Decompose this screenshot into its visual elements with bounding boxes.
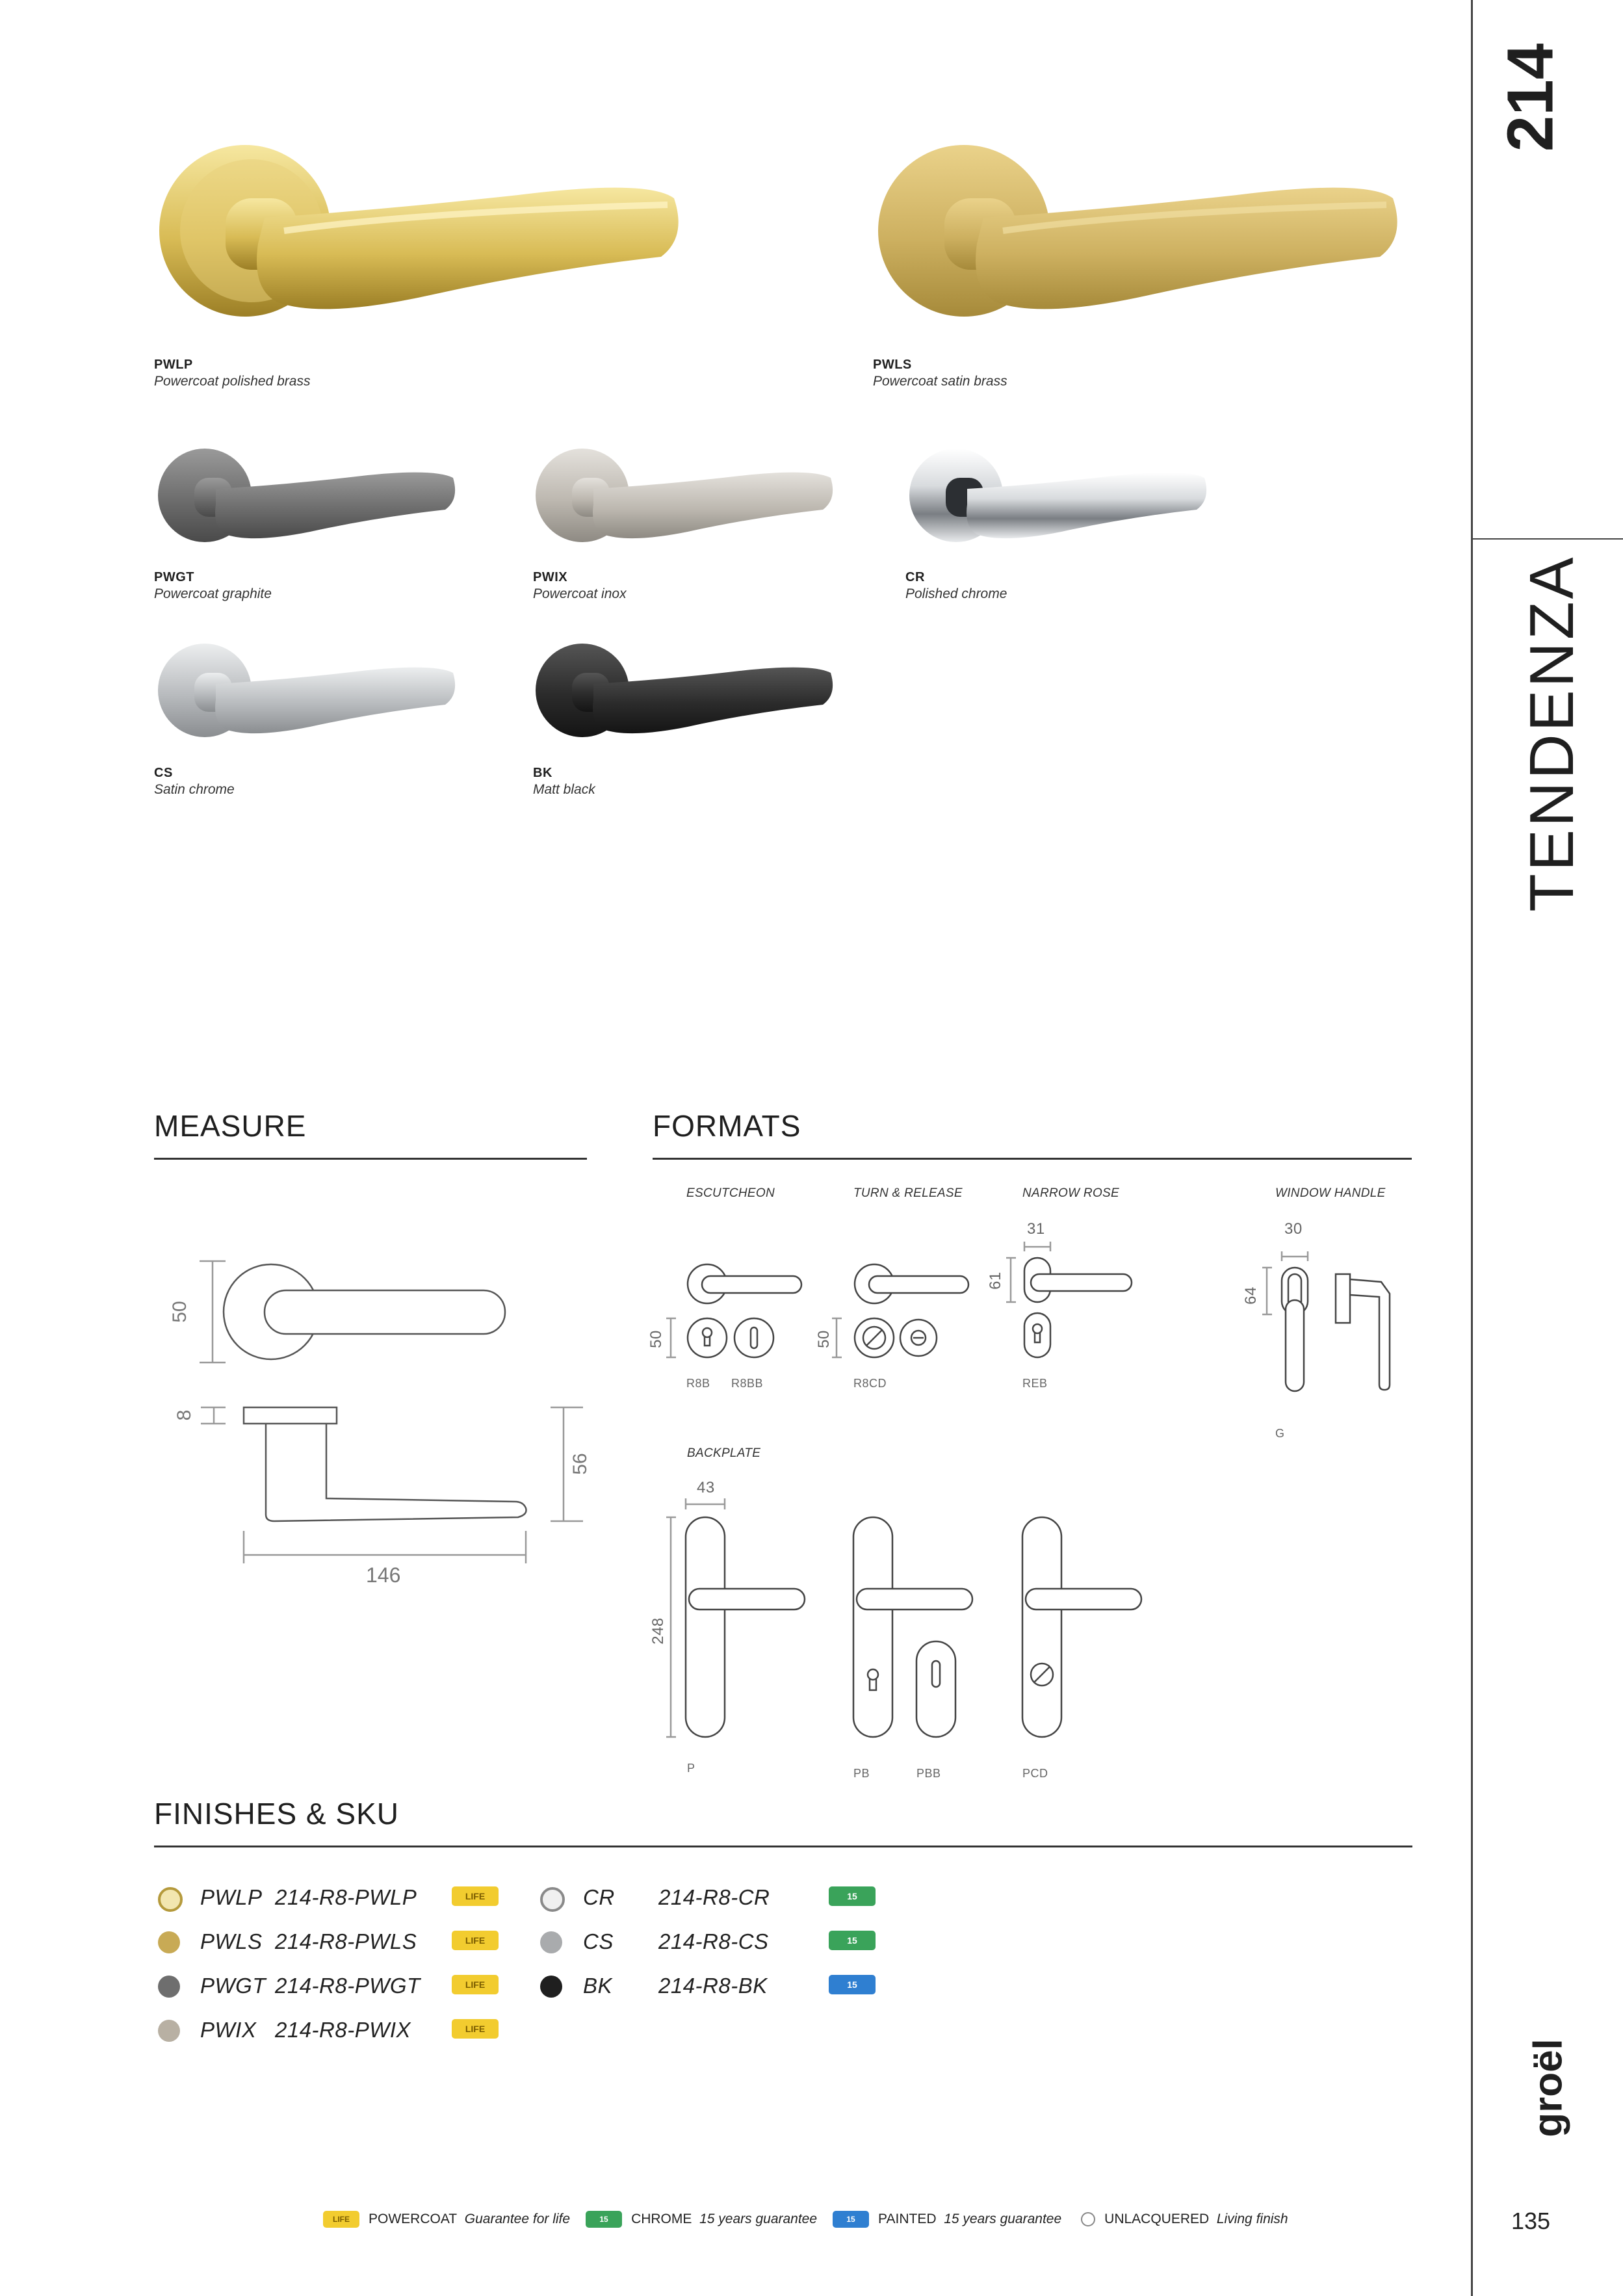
finish-sku-pwlp: 214-R8-PWLP xyxy=(275,1885,417,1909)
finish-code-bk: BK xyxy=(583,1974,613,1998)
product-code-cs: CS xyxy=(154,766,173,780)
narrow-rose-drawing xyxy=(988,1222,1144,1372)
finishes-title: FINISHES & SKU xyxy=(154,1797,399,1831)
finish-sku-bk: 214-R8-BK xyxy=(658,1974,768,1998)
backplate-code-pb: PB xyxy=(853,1767,870,1780)
finish-swatch-cs xyxy=(540,1931,562,1953)
product-code-pwls: PWLS xyxy=(873,358,912,372)
finishes-rule xyxy=(154,1846,1412,1847)
legend-chrome: CHROME 15 years guarantee xyxy=(631,2211,818,2226)
finish-sku-pwix: 214-R8-PWIX xyxy=(275,2018,411,2042)
escutcheon-drawing xyxy=(650,1248,819,1365)
backplate-drawing xyxy=(650,1476,1170,1749)
life-tag-icon: LIFE xyxy=(452,2019,499,2039)
finish-sku-cr: 214-R8-CR xyxy=(658,1885,770,1909)
painted-guarantee-tag-icon: 15 xyxy=(829,1975,876,1994)
product-code-bk: BK xyxy=(533,766,552,780)
finish-code-pwgt: PWGT xyxy=(200,1974,266,1998)
escutcheon-code-1: R8B xyxy=(686,1377,710,1390)
backplate-code-p: P xyxy=(687,1762,695,1775)
format-label-turn-release: TURN & RELEASE xyxy=(853,1186,963,1200)
product-image-cr xyxy=(905,442,1211,559)
turn-release-drawing xyxy=(816,1248,985,1365)
legend-unlacquered: UNLACQUERED Living finish xyxy=(1104,2211,1288,2226)
sidebar-divider xyxy=(1471,0,1473,2296)
legend-powercoat: POWERCOAT Guarantee for life xyxy=(369,2211,571,2226)
product-code-pwix: PWIX xyxy=(533,570,568,584)
measure-drawing xyxy=(154,1235,609,1599)
formats-title: FORMATS xyxy=(653,1109,801,1143)
finish-code-pwls: PWLS xyxy=(200,1929,263,1953)
product-image-pwix xyxy=(532,442,837,559)
window-handle-dim-w: 30 xyxy=(1284,1220,1303,1238)
product-image-pwlp xyxy=(154,133,687,348)
product-name-cs: Satin chrome xyxy=(154,782,235,797)
product-image-bk xyxy=(532,637,837,754)
sidebar-separator xyxy=(1473,538,1623,540)
finish-code-pwix: PWIX xyxy=(200,2018,257,2042)
escutcheon-code-2: R8BB xyxy=(731,1377,764,1390)
product-name-bk: Matt black xyxy=(533,782,595,797)
finish-swatch-pwls xyxy=(158,1931,180,1953)
product-image-pwgt xyxy=(154,442,460,559)
product-name-pwgt: Powercoat graphite xyxy=(154,586,272,601)
finish-swatch-pwlp xyxy=(158,1887,183,1912)
painted-guarantee-tag-icon: 15 xyxy=(833,2211,869,2228)
turn-release-code: R8CD xyxy=(853,1377,887,1390)
unlacquered-icon xyxy=(1081,2212,1095,2226)
life-tag-icon: LIFE xyxy=(452,1886,499,1906)
chrome-guarantee-tag-icon: 15 xyxy=(586,2211,622,2228)
window-handle-code: G xyxy=(1275,1427,1285,1440)
product-name-pwls: Powercoat satin brass xyxy=(873,374,1007,389)
backplate-code-pbb: PBB xyxy=(916,1767,941,1780)
product-code-pwlp: PWLP xyxy=(154,358,193,372)
finish-sku-pwls: 214-R8-PWLS xyxy=(275,1929,417,1953)
product-image-pwls xyxy=(873,133,1406,348)
life-tag-icon: LIFE xyxy=(452,1975,499,1994)
backplate-dim-w: 43 xyxy=(697,1479,715,1496)
dim-length-label: 146 xyxy=(366,1563,401,1587)
product-code-cr: CR xyxy=(905,570,925,584)
measure-rule xyxy=(154,1158,587,1160)
page-number: 135 xyxy=(1511,2208,1551,2234)
legend-painted: PAINTED 15 years guarantee xyxy=(878,2211,1062,2226)
product-name-pwlp: Powercoat polished brass xyxy=(154,374,311,389)
chrome-guarantee-tag-icon: 15 xyxy=(829,1886,876,1906)
finish-swatch-pwgt xyxy=(158,1976,180,1998)
narrow-rose-code: REB xyxy=(1022,1377,1048,1390)
formats-rule xyxy=(653,1158,1412,1160)
backplate-code-pcd: PCD xyxy=(1022,1767,1048,1780)
format-label-narrow-rose: NARROW ROSE xyxy=(1022,1186,1119,1200)
narrow-rose-dim-w: 31 xyxy=(1027,1220,1045,1238)
life-tag-icon: LIFE xyxy=(452,1931,499,1950)
finish-code-pwlp: PWLP xyxy=(200,1885,263,1909)
product-name-pwix: Powercoat inox xyxy=(533,586,627,601)
format-label-window-handle: WINDOW HANDLE xyxy=(1275,1186,1386,1200)
measure-title: MEASURE xyxy=(154,1109,307,1143)
finish-code-cs: CS xyxy=(583,1929,614,1953)
chrome-guarantee-tag-icon: 15 xyxy=(829,1931,876,1950)
product-code-pwgt: PWGT xyxy=(154,570,194,584)
format-label-escutcheon: ESCUTCHEON xyxy=(686,1186,775,1200)
finish-code-cr: CR xyxy=(583,1885,615,1909)
finish-swatch-cr xyxy=(540,1887,565,1912)
window-handle-drawing xyxy=(1235,1222,1404,1417)
legend xyxy=(323,2208,1288,2231)
finish-sku-cs: 214-R8-CS xyxy=(658,1929,769,1953)
finish-swatch-pwix xyxy=(158,2020,180,2042)
finish-sku-pwgt: 214-R8-PWGT xyxy=(275,1974,421,1998)
product-name-cr: Polished chrome xyxy=(905,586,1007,601)
finish-swatch-bk xyxy=(540,1976,562,1998)
product-image-cs xyxy=(154,637,460,754)
format-label-backplate: BACKPLATE xyxy=(687,1446,761,1460)
life-tag-icon: LIFE xyxy=(323,2211,359,2228)
